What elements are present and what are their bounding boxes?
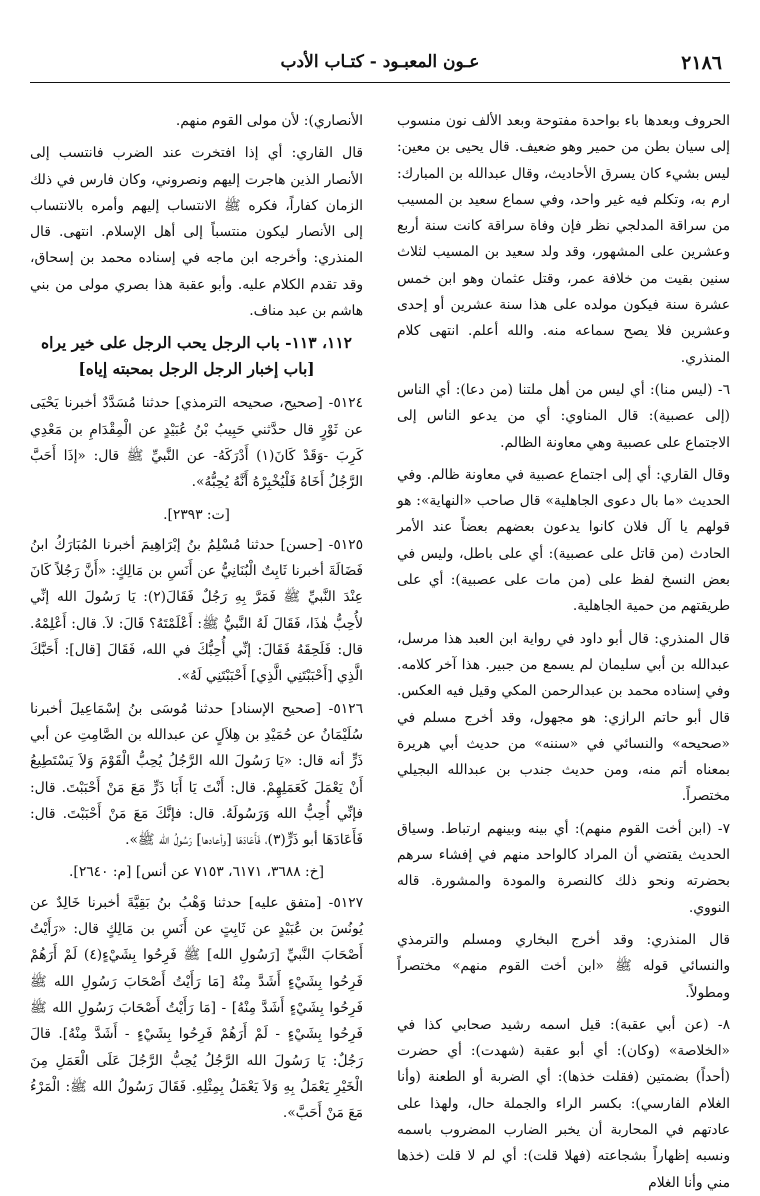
commentary-paragraph: قال المنذري: قال أبو داود في رواية ابن العبد هذا مرسل، عبدالله بن أبي سليمان لم يسمع من جبير. هذا آخر كلامه. وفي إسناده محمد بن عبدالرحمن المكي وقيل فيه العكس. قال أبو حاتم الرازي: هو مجهول، وقد أخرج مسلم في «صحيحه» والنسائي في «سننه» من حديث أبي هريرة بمعناه أتم منه، ومن حديث جندب بن عبدالله البجيلي مختصراً. <box>397 630 730 805</box>
right-column <box>397 108 730 1191</box>
running-title: عـون المعبـود - كتـاب الأدب <box>280 52 480 72</box>
hadith-text: ٥١٢٥- [حسن] حدثنا مُسْلِمُ بنُ إبْرَاهِيمَ أخبرنا المُبَارَكُ ابنُ فَضَالَةَ أخبرنا ثَابِتٌ الْبُنَانِيُّ عن أَنَسِ بن مَالِكٍ: «أَنَّ رَجُلاً كَانَ عِنْدَ النَّبيِّ ﷺ فَمَرَّ بِهِ رَجُلٌ فَقَالَ(٢): يَا رَسُولَ الله إنِّي لأُحِبُّ هٰذَا، فَقَالَ لَهُ النَّبيُّ ﷺ: أَعْلَمْتَهُ؟ قَالَ: لاَ. قال: أَعْلِمْهُ. قال: فَلَحِقَهُ فَقَالَ: إنِّي أُحِبُّكَ في الله، فَقَالَ [قال]: أَحَبَّكَ الَّذِي [أَحْبَبْتَنِي الَّذِي] أَحْبَبْتَنِي لَهُ». <box>30 536 364 685</box>
hadith-reference: [خ: ٣٦٨٨، ٦١٧١، ٧١٥٣ عن أنس] [م: ٢٦٤٠]. <box>69 864 324 881</box>
page-number: ٢١٨٦ <box>681 52 722 74</box>
hadith-text: ٥١٢٧- [متفق عليه] حدثنا وَهْبُ بنُ بَقِيَّةَ أخبرنا خَالِدٌ عن يُونُسَ بن عُبَيْدٍ عن ثَابِتٍ عن أَنَسِ بن مَالِكٍ قال: «رَأَيْتُ أَصْحَابَ النَّبيِّ [رَسُولِ الله] ﷺ فَرِحُوا بِشَيْءٍ(٤) لَمْ أَرَهُمْ فَرِحُوا بِشَيْءٍ أَشَدَّ مِنْهُ [مَا رَأَيْتُ أَصْحَابَ رَسُولِ الله ﷺ فَرِحُوا بِشَيْءٍ أَشَدَّ مِنْهُ] - [مَا رَأَيْتُ أَصْحَابَ رَسُولِ الله ﷺ فَرِحُوا بِشَيْءٍ - لَمْ أَرَهُمْ فَرِحُوا بِشَيْءٍ - أَشَدَّ مِنْهُ]. قالَ رَجُلٌ: يَا رَسُولَ الله الرَّجُلُ يُحِبُّ الرَّجُلَ عَلَى الْعَمَلِ مِنَ الْخَيْرِ يَعْمَلُ بِهِ وَلاَ يَعْمَلُ بِمِثْلِهِ. فَقَالَ رَسُولُ الله ﷺ: الْمَرْءُ مَعَ مَنْ أَحَبَّ». <box>30 894 363 1122</box>
hadith-reference: [ت: ٢٣٩٣]. <box>163 506 230 523</box>
left-column <box>30 108 364 1122</box>
commentary-paragraph: وقال القاري: أي إلى اجتماع عصبية في معاونة ظالم. وفي الحديث «ما بال دعوى الجاهلية» قال صاحب «النهاية»: هو قولهم يا آل فلان كانوا يدعون بعضهم بعضاً عند الأمر الحادث (من قاتل على عصبية): أي على باطل، وليس في بعض النسخ لفظ على (من مات على عصبية): أي على طريقتهم من حمية الجاهلية. <box>397 466 730 615</box>
commentary-paragraph: ٨- (عن أبي عقبة): قيل اسمه رشيد صحابي كذا في «الخلاصة» (وكان): أي أبو عقبة (شهدت): أي حضرت (أحداً) بضمتين (فقلت خذها): أي الضربة أو الطعنة (وأنا الغلام الفارسي): بكسر الراء والجملة حال، ولهذا على عادتهم في المحاربة أن يخبر الضارب المضروب باسمه ونسبه إظهاراً بشجاعته (فهلا قلت): أي لم لا قلت (خذها مني وأنا الغلام <box>397 1016 730 1191</box>
commentary-paragraph: الأنصاري): لأن مولى القوم منهم. <box>175 113 363 129</box>
commentary-paragraph: قال المنذري: وقد أخرج البخاري ومسلم والترمذي والنسائي قوله ﷺ «ابن أخت القوم منهم» مختصراً ومطولاً. <box>397 931 730 1001</box>
commentary-paragraph: ٦- (ليس منا): أي ليس من أهل ملتنا (من دعا): أي الناس (إلى عصبية): قال المناوي: أي من يدعو الناس إلى الاجتماع على عصبية وهي معاونة الظالم. <box>397 381 730 451</box>
hadith-text: ٥١٢٦- [صحيح الإسناد] حدثنا مُوسَى بنُ إسْمَاعِيلَ أخبرنا سُلَيْمَانُ عن حُمَيْدِ بن هِلاَلٍ عن عبدالله بن الصَّامِتِ عن أبي ذَرٍّ أنه قال: «يَا رَسُولَ الله الرَّجُلُ يُحِبُّ الْقَوْمَ وَلاَ يَسْتَطِيعُ أَنْ يَعْمَلَ كَعَمَلِهِمْ. قال: أَنْتَ يَا أَبَا ذَرٍّ مَعَ مَنْ أَحْبَبْتَ. قال: فإنِّي أُحِبُّ الله وَرَسُولَهُ. قال: فإنَّكَ مَعَ مَنْ أَحْبَبْتَ. قال: فَأَعَادَهَا أبو ذَرٍّ(٣)، فَأَعَادَهَا [وأعادها] رَسُولُ الله ﷺ». <box>30 700 363 849</box>
hadith-text: ٥١٢٤- [صحيح، صحيحه الترمذي] حدثنا مُسَدَّدٌ أخبرنا يَحْيَى عن ثَوْرٍ قال حدَّثني حَبِيبُ بْنُ عُبَيْدٍ عن الْمِقْدَامِ بن مَعْدِي كَرِبَ -وَقَدْ كَانَ(١) أَدْرَكَهُ- عن النَّبيِّ ﷺ قال: «إذَا أَحَبَّ الرَّجُلُ أَخَاهُ فَلْيُخْبِرْهُ أَنَّهُ يُحِبُّهُ». <box>30 395 364 491</box>
commentary-paragraph: قال القاري: أي إذا افتخرت عند الضرب فانتسب إلى الأنصار الذين هاجرت إليهم ونصروني، وكان فارس في ذلك الزمان كفاراً، فكره ﷺ الانتساب إليهم وأمره بالانتساب إلى الأنصار ليكون منتسباً إلى أهل الإسلام. انتهى. قال المنذري: وأخرجه ابن ماجه في إسناده محمد بن إسحاق، وقد تقدم الكلام عليه. وأبو عقبة هذا بصري مولى من بني هاشم بن عبد مناف. <box>30 145 363 320</box>
chapter-heading: ١١٢، ١١٣- باب الرجل يحب الرجل على خير يراه [باب إخبار الرجل الرجل بمحبته إياه] <box>41 333 352 379</box>
commentary-paragraph: الحروف وبعدها باء بواحدة مفتوحة وبعد الألف نون منسوب إلى سيان بطن من حمير وهو ضعيف. قال يحيى بن معين: ليس بشيء كان يسرق الأحاديث، وقال عبدالله بن المبارك: ارم به، وتكلم فيه غير واحد، وفي سماع سعيد بن المسيب من سراقة المدلجي نظر فإن وفاة سراقة كانت سنة أربع وعشرين على المشهور، وقد ولد سعيد بن المسيب لثلاث سنين بقيت من خلافة عمر، وقتل عثمان وهو ابن خمس عشرة سنة فيكون مولده على هذا سنة عشرين أو إحدى وعشرين فلا يصح سماعه منه. والله أعلم. انتهى كلام المنذري. <box>397 113 730 366</box>
page-header <box>30 50 730 83</box>
commentary-paragraph: ٧- (ابن أخت القوم منهم): أي بينه وبينهم ارتباط. وسياق الحديث يقتضي أن المراد كالواحد منهم في إفشاء سرهم بحضرته ونحو ذلك كالنصرة والمودة والمشورة. قاله النووي. <box>397 820 730 916</box>
